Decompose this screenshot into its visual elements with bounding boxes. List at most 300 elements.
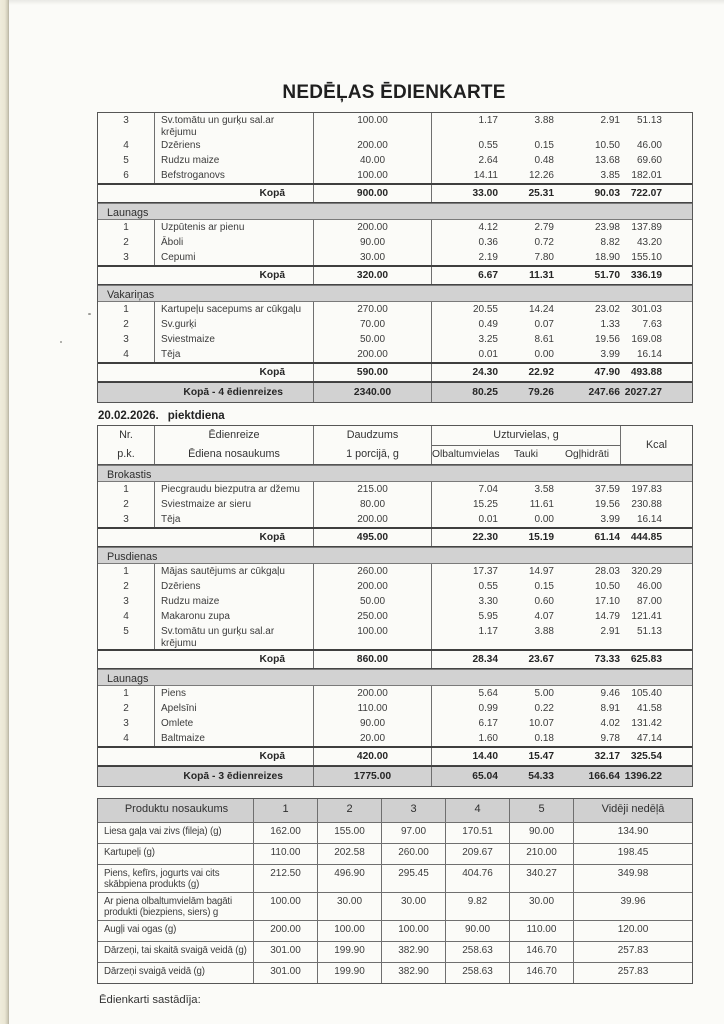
item-kcal: 7.63: [642, 319, 662, 330]
item-fat: 0.18: [534, 733, 554, 744]
menu-item-row: [98, 153, 692, 168]
item-name: Cepumi: [155, 250, 314, 265]
item-carbs: 90.03: [594, 188, 620, 199]
product-value-cell: 199.90: [318, 942, 382, 962]
item-amount: 1775.00: [314, 767, 432, 786]
menu-item-row: [98, 512, 692, 527]
product-value-cell: 260.00: [382, 844, 446, 864]
header-meal-line1: Ēdienreize: [208, 429, 260, 441]
header-protein: Olbaltumvielas: [432, 448, 500, 460]
item-amount: 860.00: [314, 651, 432, 668]
menu-item-row: [98, 731, 692, 746]
item-amount: 320.00: [314, 267, 432, 284]
product-row: [98, 892, 692, 920]
item-amount: 200.00: [314, 686, 432, 701]
item-protein: 22.30: [472, 532, 498, 543]
item-amount: 900.00: [314, 185, 432, 202]
item-name: Sv.tomātu un gurķu sal.ar krējumu: [155, 113, 314, 138]
item-fat: 0.00: [534, 349, 554, 360]
item-amount: 200.00: [314, 512, 432, 527]
kopa-label: Kopā: [98, 185, 314, 202]
item-kcal: 47.14: [636, 733, 662, 744]
product-avg-cell: 134.90: [617, 826, 649, 837]
section-band: Brokastis: [98, 465, 692, 482]
product-avg-cell: 257.83: [617, 966, 649, 977]
item-number: 3: [98, 594, 155, 609]
item-kcal: 493.88: [630, 367, 662, 378]
product-value-cell: 90.00: [510, 823, 574, 843]
item-kcal: 625.83: [630, 654, 662, 665]
item-kcal: 155.10: [631, 252, 662, 263]
item-amount: 110.00: [314, 701, 432, 716]
kopa-row: [98, 362, 692, 382]
kopa-row: [98, 649, 692, 669]
item-kcal: 105.40: [631, 688, 662, 699]
item-fat: 14.97: [528, 566, 554, 577]
item-fat: 54.33: [528, 771, 554, 782]
item-protein: 6.17: [478, 718, 498, 729]
product-value-cell: 90.00: [446, 921, 510, 941]
item-number: 4: [98, 138, 155, 153]
item-carbs: 23.02: [594, 304, 620, 315]
item-name: Tēja: [155, 512, 314, 527]
product-value-cell: 212.50: [254, 865, 318, 892]
item-protein: 0.55: [478, 140, 498, 151]
item-carbs: 3.99: [600, 349, 620, 360]
item-fat: 0.72: [534, 237, 554, 248]
header-meal-line2: Ēdiena nosaukums: [188, 447, 280, 460]
item-fat: 0.07: [534, 319, 554, 330]
item-name: Befstroganovs: [155, 168, 314, 183]
grand-total-label: Kopā - 4 ēdienreizes: [98, 383, 314, 402]
product-value-cell: 110.00: [254, 844, 318, 864]
item-carbs: 23.98: [594, 222, 620, 233]
item-name: Kartupeļu sacepums ar cūkgaļu: [155, 302, 314, 317]
item-name: Piecgraudu biezputra ar džemu: [155, 482, 314, 497]
item-kcal: 137.89: [631, 222, 662, 233]
item-amount: 50.00: [314, 332, 432, 347]
item-carbs: 9.78: [600, 733, 620, 744]
product-name-cell: Augļi vai ogas (g): [98, 921, 254, 941]
grand-total-row: [98, 382, 692, 402]
item-fat: 15.47: [528, 751, 554, 762]
item-fat: 2.79: [534, 222, 554, 233]
item-carbs: 2.91: [600, 115, 620, 126]
item-number: 3: [98, 716, 155, 731]
section-band: Vakariņas: [98, 285, 692, 302]
item-name: Dzēriens: [155, 138, 314, 153]
header-carbs: Ogļhidrāti: [564, 448, 610, 460]
item-protein: 0.99: [478, 703, 498, 714]
product-row: [98, 822, 692, 843]
product-value-cell: 301.00: [254, 963, 318, 983]
scan-edge-left: [0, 0, 9, 1024]
item-protein: 0.55: [478, 581, 498, 592]
kopa-row: [98, 265, 692, 285]
product-row: [98, 864, 692, 892]
scan-edge-top: [9, 0, 724, 5]
menu-item-row: [98, 220, 692, 235]
item-fat: 79.26: [528, 387, 554, 398]
item-amount: 495.00: [314, 529, 432, 546]
menu-item-row: [98, 497, 692, 512]
item-number: 3: [98, 512, 155, 527]
footer-label: Ēdienkarti sastādīja:: [99, 994, 201, 1006]
product-value-cell: 97.00: [382, 823, 446, 843]
item-kcal: 51.13: [636, 626, 662, 637]
item-protein: 3.30: [478, 596, 498, 607]
menu-item-row: [98, 624, 692, 649]
item-name: Makaronu zupa: [155, 609, 314, 624]
item-fat: 14.24: [528, 304, 554, 315]
item-amount: 100.00: [314, 624, 432, 649]
item-number: 6: [98, 168, 155, 183]
item-carbs: 61.14: [594, 532, 620, 543]
product-avg-cell: 39.96: [620, 896, 646, 907]
product-value-cell: 110.00: [510, 921, 574, 941]
item-number: 2: [98, 579, 155, 594]
item-protein: 14.40: [472, 751, 498, 762]
section-band: Launags: [98, 669, 692, 686]
products-header-col: 3: [382, 799, 446, 822]
kopa-label: Kopā: [98, 651, 314, 668]
item-amount: 90.00: [314, 235, 432, 250]
product-value-cell: 258.63: [446, 963, 510, 983]
product-row: [98, 920, 692, 941]
item-protein: 3.25: [478, 334, 498, 345]
item-amount: 270.00: [314, 302, 432, 317]
menu-item-row: [98, 168, 692, 183]
menu-item-row: [98, 564, 692, 579]
scan-speck: [88, 313, 91, 315]
products-header-col: Vidēji nedēļā: [601, 803, 665, 815]
item-kcal: 41.58: [636, 703, 662, 714]
product-value-cell: 404.76: [446, 865, 510, 892]
item-number: 3: [98, 113, 155, 138]
item-number: 1: [98, 302, 155, 317]
section-band: Launags: [98, 203, 692, 220]
item-protein: 33.00: [472, 188, 498, 199]
item-kcal: 2027.27: [624, 387, 662, 398]
kopa-row: [98, 746, 692, 766]
item-fat: 10.07: [528, 718, 554, 729]
product-value-cell: 496.90: [318, 865, 382, 892]
item-fat: 3.88: [534, 626, 554, 637]
item-kcal: 43.20: [636, 237, 662, 248]
item-kcal: 1396.22: [624, 771, 662, 782]
menu-item-row: [98, 482, 692, 497]
page-title: NEDĒĻAS ĒDIENKARTE: [282, 82, 506, 103]
header-amount-line2: 1 porcijā, g: [346, 447, 399, 460]
item-fat: 0.60: [534, 596, 554, 607]
item-name: Āboli: [155, 235, 314, 250]
item-protein: 15.25: [472, 499, 498, 510]
item-amount: 250.00: [314, 609, 432, 624]
item-protein: 6.67: [478, 270, 498, 281]
item-carbs: 4.02: [600, 718, 620, 729]
item-amount: 100.00: [314, 168, 432, 183]
product-value-cell: 100.00: [254, 893, 318, 920]
item-fat: 0.00: [534, 514, 554, 525]
item-number: 2: [98, 701, 155, 716]
products-table: [97, 798, 693, 984]
kopa-label: Kopā: [98, 267, 314, 284]
item-protein: 1.17: [478, 115, 498, 126]
item-protein: 65.04: [472, 771, 498, 782]
product-name-cell: Piens, kefīrs, jogurts vai cits skābpiena produkts (g): [98, 865, 254, 892]
item-number: 2: [98, 317, 155, 332]
item-fat: 23.67: [528, 654, 554, 665]
item-amount: 420.00: [314, 748, 432, 765]
menu-item-row: [98, 594, 692, 609]
col-header-meal: [155, 426, 314, 464]
item-amount: 200.00: [314, 138, 432, 153]
product-row: [98, 962, 692, 983]
kopa-row: [98, 183, 692, 203]
section-band: Pusdienas: [98, 547, 692, 564]
item-name: Rudzu maize: [155, 153, 314, 168]
item-carbs: 37.59: [594, 484, 620, 495]
item-fat: 8.61: [534, 334, 554, 345]
item-kcal: 46.00: [636, 140, 662, 151]
item-protein: 7.04: [478, 484, 498, 495]
item-name: Apelsīni: [155, 701, 314, 716]
item-protein: 80.25: [472, 387, 498, 398]
menu-item-row: [98, 701, 692, 716]
product-value-cell: 382.90: [382, 942, 446, 962]
item-fat: 12.26: [528, 170, 554, 181]
item-number: 2: [98, 235, 155, 250]
item-carbs: 19.56: [594, 499, 620, 510]
menu-item-row: [98, 686, 692, 701]
products-header-row: [98, 799, 692, 822]
item-carbs: 18.90: [594, 252, 620, 263]
item-kcal: 121.41: [631, 611, 662, 622]
product-row: [98, 941, 692, 962]
item-protein: 14.11: [473, 170, 498, 181]
kopa-label: Kopā: [98, 529, 314, 546]
product-value-cell: 30.00: [510, 893, 574, 920]
item-fat: 11.61: [529, 499, 554, 510]
product-value-cell: 30.00: [382, 893, 446, 920]
product-value-cell: 202.58: [318, 844, 382, 864]
product-avg-cell: 349.98: [617, 868, 649, 879]
item-carbs: 3.85: [600, 170, 620, 181]
item-kcal: 131.42: [631, 718, 662, 729]
item-carbs: 47.90: [594, 367, 620, 378]
item-name: Mājas sautējums ar cūkgaļu: [155, 564, 314, 579]
item-kcal: 69.60: [636, 155, 662, 166]
item-kcal: 197.83: [631, 484, 662, 495]
header-nutrient-sublabels: [432, 446, 620, 465]
item-kcal: 230.88: [631, 499, 662, 510]
product-value-cell: 199.90: [318, 963, 382, 983]
item-carbs: 32.17: [594, 751, 620, 762]
product-value-cell: 162.00: [254, 823, 318, 843]
item-number: 3: [98, 250, 155, 265]
item-protein: 1.60: [478, 733, 498, 744]
item-kcal: 722.07: [630, 188, 662, 199]
product-value-cell: 100.00: [318, 921, 382, 941]
products-header-name: Produktu nosaukums: [98, 799, 254, 822]
grand-total-label: Kopā - 3 ēdienreizes: [98, 767, 314, 786]
item-amount: 200.00: [314, 220, 432, 235]
item-carbs: 17.10: [594, 596, 620, 607]
day-heading: [98, 410, 724, 422]
col-header-amount: [314, 426, 432, 464]
item-name: Rudzu maize: [155, 594, 314, 609]
item-amount: 100.00: [314, 113, 432, 138]
item-name: Tēja: [155, 347, 314, 362]
menu-item-row: [98, 716, 692, 731]
item-carbs: 166.64: [588, 771, 620, 782]
product-value-cell: 209.67: [446, 844, 510, 864]
product-value-cell: 301.00: [254, 942, 318, 962]
product-value-cell: 382.90: [382, 963, 446, 983]
product-avg-cell: 120.00: [617, 924, 649, 935]
item-fat: 0.15: [534, 581, 554, 592]
item-kcal: 51.13: [636, 115, 662, 126]
item-protein: 5.64: [478, 688, 498, 699]
item-amount: 260.00: [314, 564, 432, 579]
item-number: 4: [98, 347, 155, 362]
item-amount: 590.00: [314, 364, 432, 381]
item-name: Sv.tomātu un gurķu sal.ar krējumu: [155, 624, 314, 649]
header-nutrients-label: Uzturvielas, g: [432, 426, 620, 446]
product-value-cell: 340.27: [510, 865, 574, 892]
product-value-cell: 170.51: [446, 823, 510, 843]
col-header-kcal: Kcal: [645, 439, 667, 451]
item-number: 1: [98, 686, 155, 701]
item-carbs: 2.91: [600, 626, 620, 637]
item-protein: 17.37: [472, 566, 498, 577]
item-number: 1: [98, 482, 155, 497]
item-protein: 20.55: [472, 304, 498, 315]
item-amount: 90.00: [314, 716, 432, 731]
item-amount: 70.00: [314, 317, 432, 332]
product-value-cell: 146.70: [510, 963, 574, 983]
item-amount: 200.00: [314, 579, 432, 594]
menu-item-row: [98, 235, 692, 250]
day-table-header: [98, 426, 692, 465]
header-fat: Tauki: [513, 448, 539, 460]
item-carbs: 28.03: [594, 566, 620, 577]
header-nr-line2: p.k.: [117, 447, 135, 460]
menu-item-row: [98, 302, 692, 317]
item-fat: 0.48: [534, 155, 554, 166]
product-name-cell: Kartupeļi (g): [98, 844, 254, 864]
item-amount: 200.00: [314, 347, 432, 362]
item-carbs: 51.70: [594, 270, 620, 281]
menu-item-row: [98, 609, 692, 624]
kopa-label: Kopā: [98, 364, 314, 381]
item-fat: 15.19: [528, 532, 554, 543]
product-value-cell: 100.00: [382, 921, 446, 941]
scan-speck: [60, 341, 62, 343]
item-kcal: 16.14: [636, 514, 662, 525]
product-value-cell: 200.00: [254, 921, 318, 941]
item-kcal: 320.29: [631, 566, 662, 577]
item-protein: 28.34: [472, 654, 498, 665]
item-number: 3: [98, 332, 155, 347]
item-fat: 22.92: [528, 367, 554, 378]
products-header-col: 1: [254, 799, 318, 822]
product-value-cell: 210.00: [510, 844, 574, 864]
product-value-cell: 258.63: [446, 942, 510, 962]
item-carbs: 10.50: [594, 140, 620, 151]
product-value-cell: 9.82: [446, 893, 510, 920]
item-number: 4: [98, 609, 155, 624]
item-fat: 7.80: [534, 252, 554, 263]
products-header-col: 5: [510, 799, 574, 822]
item-kcal: 16.14: [636, 349, 662, 360]
item-fat: 0.22: [534, 703, 554, 714]
menu-item-row: [98, 250, 692, 265]
product-name-cell: Dārzeņi svaigā veidā (g): [98, 963, 254, 983]
item-protein: 0.01: [478, 349, 498, 360]
product-value-cell: 155.00: [318, 823, 382, 843]
item-carbs: 8.82: [600, 237, 620, 248]
item-name: Sv.gurķi: [155, 317, 314, 332]
menu-item-row: [98, 347, 692, 362]
item-name: Sviestmaize ar sieru: [155, 497, 314, 512]
item-number: 1: [98, 564, 155, 579]
item-fat: 5.00: [534, 688, 554, 699]
item-number: 4: [98, 731, 155, 746]
col-header-nutrients-group: [432, 426, 621, 464]
kopa-row: [98, 527, 692, 547]
item-amount: 2340.00: [314, 383, 432, 402]
item-name: Piens: [155, 686, 314, 701]
item-protein: 4.12: [478, 222, 498, 233]
product-name-cell: Ar piena olbaltumvielām bagāti produkti (biezpiens, siers) g: [98, 893, 254, 920]
item-carbs: 247.66: [588, 387, 620, 398]
date-label: 20.02.2026.: [98, 410, 159, 422]
item-carbs: 14.79: [594, 611, 620, 622]
item-fat: 11.31: [529, 270, 554, 281]
products-header-col: 4: [446, 799, 510, 822]
menu-item-row: [98, 138, 692, 153]
item-protein: 2.19: [478, 252, 498, 263]
day-menu-table: [97, 425, 693, 787]
col-header-nr: [98, 426, 155, 464]
item-carbs: 1.33: [600, 319, 620, 330]
products-header-col: 2: [318, 799, 382, 822]
item-carbs: 8.91: [600, 703, 620, 714]
header-amount-line1: Daudzums: [346, 429, 399, 441]
item-kcal: 301.03: [631, 304, 662, 315]
product-name-cell: Dārzeņi, tai skaitā svaigā veidā (g): [98, 942, 254, 962]
item-kcal: 336.19: [630, 270, 662, 281]
menu-table-continuation: [97, 112, 693, 403]
item-amount: 30.00: [314, 250, 432, 265]
menu-item-row: [98, 317, 692, 332]
item-number: 1: [98, 220, 155, 235]
item-kcal: 444.85: [630, 532, 662, 543]
item-protein: 0.49: [478, 319, 498, 330]
item-carbs: 3.99: [600, 514, 620, 525]
item-kcal: 87.00: [636, 596, 662, 607]
item-carbs: 13.68: [594, 155, 620, 166]
item-carbs: 9.46: [600, 688, 620, 699]
item-carbs: 73.33: [594, 654, 620, 665]
item-name: Baltmaize: [155, 731, 314, 746]
product-value-cell: 30.00: [318, 893, 382, 920]
item-kcal: 46.00: [636, 581, 662, 592]
item-fat: 0.15: [534, 140, 554, 151]
item-amount: 50.00: [314, 594, 432, 609]
item-fat: 25.31: [528, 188, 554, 199]
